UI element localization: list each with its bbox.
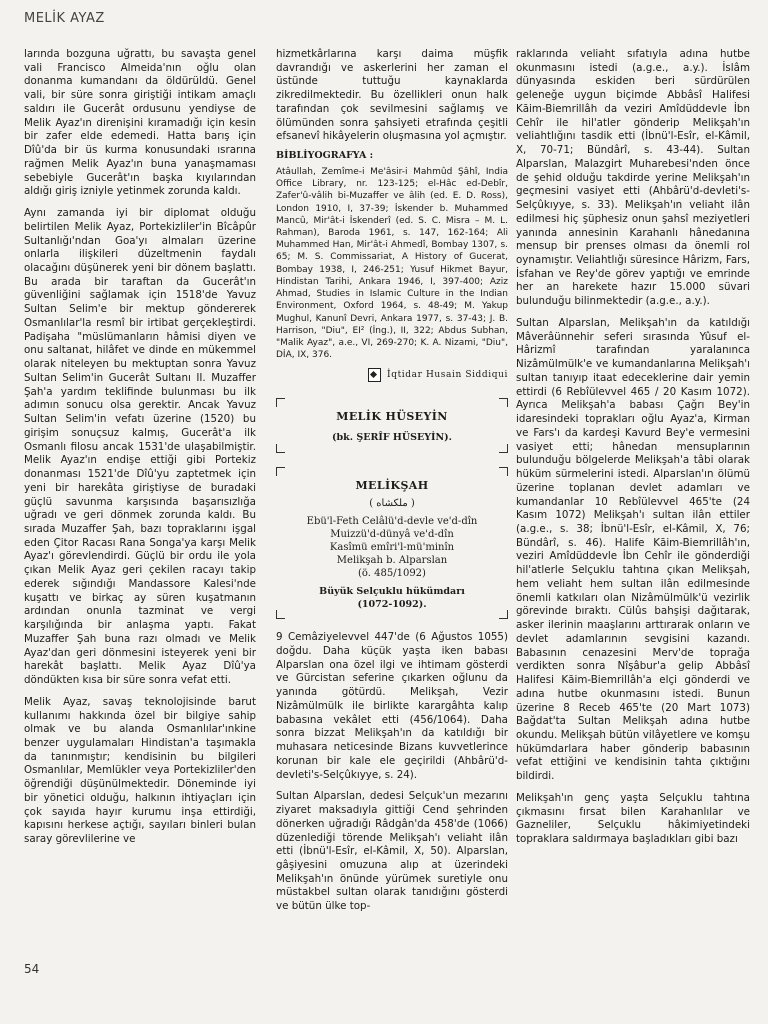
paragraph: Melikşah'ın genç yaşta Selçuklu tahtına çıkmasını fırsat bilen Karahanlılar ve Gazneliler, Selçuklu hâkimiyetindeki topraklara saldırmaya başladıkları gibi bazı bbox=[516, 791, 750, 846]
bibliography-title: BİBLİYOGRAFYA : bbox=[276, 150, 374, 162]
entry-box-meliksah bbox=[276, 467, 508, 619]
entry-reference[interactable]: (bk. ŞERÎF HÜSEYİN). bbox=[332, 432, 452, 444]
entry-description: Büyük Selçuklu hükümdarı bbox=[319, 585, 465, 597]
page-number: 54 bbox=[24, 962, 40, 976]
author-emblem-icon bbox=[368, 368, 381, 382]
entry-name-line: Muizzü'd-dünyâ ve'd-dîn bbox=[330, 528, 454, 540]
paragraph: Sultan Alparslan, Melikşah'ın da katıldığı Mâverâünnehir seferi sırasında Yûsuf el-Hârizmî tarafından yaralanınca Nizâmülmülk'e ve kumandanlarına Melikşah'ı sultan tanıyıp itaat edeceklerine dair yemin ettirdi (6 Rebîülevvel 465 / 20 Kasım 1072). Ayrıca Melikşah'a babası Çağrı Bey'in idaresindeki toprakları oğlu Ayaz'a, Kirman ve Fars'ı da kardeşi Kavurd Bey'e vermesini vasiyet etti; hânedan mensuplarının bulunduğu bölgelerde Melikşah'a tâbi olarak hüküm sürmelerini istedi. Alparslan'ın ölümü üzerine toplanan devlet adamları ve kumandanlar 10 Rebîülevvel 465'te (24 Kasım 1072) Melikşah'ı sultan ilân ettiler (a.g.e., s. 38; İbnü'l-Esîr, el-Kâmil, X, 76; Bündârî, s. 46). Halife Kāim-Biemrillâh'ın, veziri Amîdüddevle İbn Cehîr ile gönderdiği hil'atlerle Selçuklu tahtına çıkan Melikşah, hem veliaht hem sultan ilân edilmesinde önemli katkıları olan Nizâmülmülk'ü vezirlik görevinde bıraktı. Cülûs bahşişi dağıtarak, asker ilerinin maaşlarını arttırarak onların ve devlet adamlarının sevgisini kazandı. Babasının cenazesini Merv'de toprağa verdikten sonra Nîşâbur'a gelip Abbâsî Halifesi Kāim-Biemrillâh'a elçi gönderdi ve adına hutbe okunmasını istedi. Bunun üzerine 8 Receb 465'te (20 Mart 1073) Bağdat'ta Sultan Melikşah adına hutbe okundu. Melikşah bütün vilâyetlere ve komşu hükümdarlara haber gönderip babasının vefat ettiğini ve kendisinin tahta çıktığını bildirdi. bbox=[516, 316, 750, 783]
column-3 bbox=[516, 48, 750, 847]
entry-arabic-title: ( ملكشاه ) bbox=[369, 497, 415, 509]
paragraph: raklarında veliaht sıfatıyla adına hutbe okunmasını istedi (a.g.e., a.y.). İslâm dünyasında eskiden beri sürdürülen geleneğe uygun biçimde Abbâsî Halifesi Kāim-Biemrillâh da veziri Amîdüddevle İbn Cehîr ile hil'atler gönderip Melikşah'ın veliahtlığını tasdik etti (İbnü'l-Esîr, el-Kâmil, X, 70-71; Bündârî, s. 43-44). Sultan Alparslan, Malazgirt Muharebesi'nden önce de şehid olduğu takdirde yerine Melikşah'ın geçmesini vasiyet etti (Ahbârü'd-devleti's-Selçûkıyye, s. 33). Melikşah'ın veliaht ilân edilmesi hiç şüphesiz onun şahsî meziyetleri yanında annesinin Karahanlı hânedanına mensup bir prenses olması da önemli rol oynamıştır. Veliahtlığı süresince Hârizm, Fars, İsfahan ve Rey'de görev yaptığı ve emrinde her an harekete hazır 15.000 süvari bulunduğu bilinmektedir (a.g.e., a.y.). bbox=[516, 48, 750, 308]
column-1 bbox=[24, 48, 256, 847]
paragraph: 9 Cemâziyelevvel 447'de (6 Ağustos 1055) doğdu. Daha küçük yaşta iken babası Alparslan ona özel ilgi ve ihtimam gösterdi ve Gürcistan seferine çıkarken oğlunu da yanında götürdü. Melikşah, Vezir Nizâmülmülk ile birlikte karargâhta kalıp babasına vekâlet etti (456/1064). Daha sonra bizzat Melikşah'ın da katıldığı bir muhasara neticesinde Bizans kuvvetlerince korunan bir kale ele geçirildi (Ahbârü'd-devleti's-Selçûkıyye, s. 24). bbox=[276, 631, 508, 781]
entry-name-line: (ö. 485/1092) bbox=[358, 567, 426, 579]
paragraph: hizmetkârlarına karşı daima müşfik davrandığı ve askerlerini her zaman el üstünde tuttuğu kaynaklarda zikredilmektedir. Bu özellikleri onun halk tarafından çok sevilmesini sağlamış ve ölümünden sonra şahsiyeti etrafında çeşitli efsanevî hikâyelerin oluşmasına yol açmıştır. bbox=[276, 48, 508, 143]
entry-title: MELİKŞAH bbox=[355, 478, 429, 492]
paragraph: Melik Ayaz, savaş teknolojisinde barut kullanımı hakkında özel bir bilgiye sahip olmak ve bu alanda Osmanlılar'ınkine benzer uygulamaları Hindistan'a taşımakla da tanınmıştır; kendisinin bu bilgileri Osmanlılar, Memlükler veya Portekizliler'den öğrendiği düşünülmektedir. Döneminde iyi bir yönetici olduğu, halkının ihtiyaçları için çok sayıda hayır kurumu inşa ettirdiği, kapısını herkese açtığı, sayıları binleri bulan saray görevlilerine ve bbox=[24, 695, 256, 846]
bibliography: Atâullah, Zemîme-i Me'âsir-i Mahmûd Şâhî, India Office Library, nr. 123-125; el-Hâc ed-Debîr, Zafer'û-vâlih bi-Muzaffer ve âlih (ed. E. D. Ross), London 1910, I, 37-39; İskender b. Muhammed Mancû, Mir'ât-i İskenderî (ed. S. C. Misra – M. L. Rahman), Baroda 1961, s. 147, 162-164; Ali Muhammed Han, Mir'ât-i Ahmedî, Bombay 1307, s. 65; M. S. Commissariat, A History of Gucerat, Bombay 1938, I, 246-251; Yusuf Hikmet Bayur, Hindistan Tarihi, Ankara 1946, I, 397-400; Aziz Ahmad, Studies in Islamic Culture in the Indian Environment, Oxford 1964, s. 48-49; M. Yakup Mughul, Kanunî Devri, Ankara 1977, s. 37-43; J. B. Harrison, "Diu", EI² (İng.), II, 322; Abdus Subhan, "Malik Ayaz", a.e., VI, 269-270; K. A. Nizami, "Diu", DİA, IX, 376. bbox=[276, 166, 508, 361]
entry-name-line: Melikşah b. Alparslan bbox=[336, 554, 448, 566]
column-2 bbox=[276, 48, 508, 914]
paragraph: larında bozguna uğrattı, bu savaşta genel vali Francisco Almeida'nın oğlu olan donanma kumandanı da öldürüldü. Genel vali, bir süre sonra giriştiği intikam amaçlı saldırı ile Gucerât ordusunu yendiyse de Melik Ayaz'ın direnişini kıramadığı için kesin bir zafer elde edemedi. Hatta barış için Dîû'da bir üs kurma konusundaki ısrarına rağmen Melik Ayaz'ın buna yanaşmaması sebebiyle Gucerât'ın başka kıyılarından aldığı giriş izniyle yetinmek zorunda kaldı. bbox=[24, 48, 256, 198]
paragraph: Aynı zamanda iyi bir diplomat olduğu belirtilen Melik Ayaz, Portekizliler'in Bîcâpûr Sultanlığı'ndan Goa'yı almaları üzerine onlarla ilişkileri düzeltmenin faydalı olacağını düşünerek yeni bir dönem başlattı. Bu arada bir taraftan da Gucerât'ın güvenliğini sağlamak için 1518'de Yavuz Sultan Selim'e bir mektup göndererek Osmanlılar'la resmî bir irtibat gerçekleştirdi. Padişaha "müslümanların hâmisi diyen ve onu saltanat, hilâfet ve dinde en mükemmel olarak niteleyen bu mektuptan sonra Yavuz Sultan Selim'in Gucerât Sultanı II. Muzaffer Şah'a yardım teklifinde bulunması bu ilk adımın sonucu olsa gerektir. Ancak Yavuz Sultan Selim'in vefatı üzerine (1520) bu girişim sonuçsuz kalmış, Gucerât'a ilk Osmanlı filosu ancak 1531'de ulaşabilmiştir. Melik Ayaz'ın endişe ettiği gibi Portekiz donanması 1521'de Dîû'yu zaptetmek için yeni bir harekâta giriştiyse de buradaki güçlü savunma karşısında başarısızlığa uğradı ve geri dönmek zorunda kaldı. Bu sırada Muzaffer Şah, bazı topraklarını işgal eden Çitor Racası Rana Songa'ya karşı Melik Ayaz'ı görevlendirdi. Güçlü bir ordu ile yola çıkan Melik Ayaz geri çekilen racayı takip ederek sığındığı Mandassore Kalesi'nde kuşattı ve birkaç ay süren kuşatmanın ardından onunla tazminat ve vergi karşılığında bir anlaşma yaptı. Fakat Muzaffer Şah buna razı olmadı ve Melik Ayaz'dan geri dönmesini isteyerek yeni bir harekât başlattı. Melik Ayaz Dîû'ya döndükten kısa bir süre sonra vefat etti. bbox=[24, 207, 256, 687]
paragraph: Sultan Alparslan, dedesi Selçuk'un mezarını ziyaret maksadıyla gittiği Cend şehrinden dönerken uğradığı Râdgân'da 458'de (1066) düzenlediği törende Melikşah'ı veliaht ilân etti (İbnü'l-Esîr, el-Kâmil, X, 50). Alparslan, gâşiyesini omuzuna alıp at üzerindeki Melikşah'ın önünde yürümek suretiyle onu müstakbel sultan olarak tanıdığını gösterdi ve bütün ülke top- bbox=[276, 790, 508, 913]
entry-name-line: Ebü'l-Feth Celâlü'd-devle ve'd-dîn bbox=[306, 515, 478, 527]
entry-reign: (1072-1092). bbox=[357, 598, 427, 610]
entry-name-line: Kasîmü emîri'l-mü'minîn bbox=[329, 541, 455, 553]
article-author bbox=[276, 368, 508, 382]
author-name: İqtidar Husain Siddiqui bbox=[387, 369, 508, 380]
entry-title: MELİK HÜSEYİN bbox=[336, 409, 448, 423]
running-head: MELİK AYAZ bbox=[24, 11, 105, 26]
entry-box-melik-huseyin bbox=[276, 398, 508, 453]
